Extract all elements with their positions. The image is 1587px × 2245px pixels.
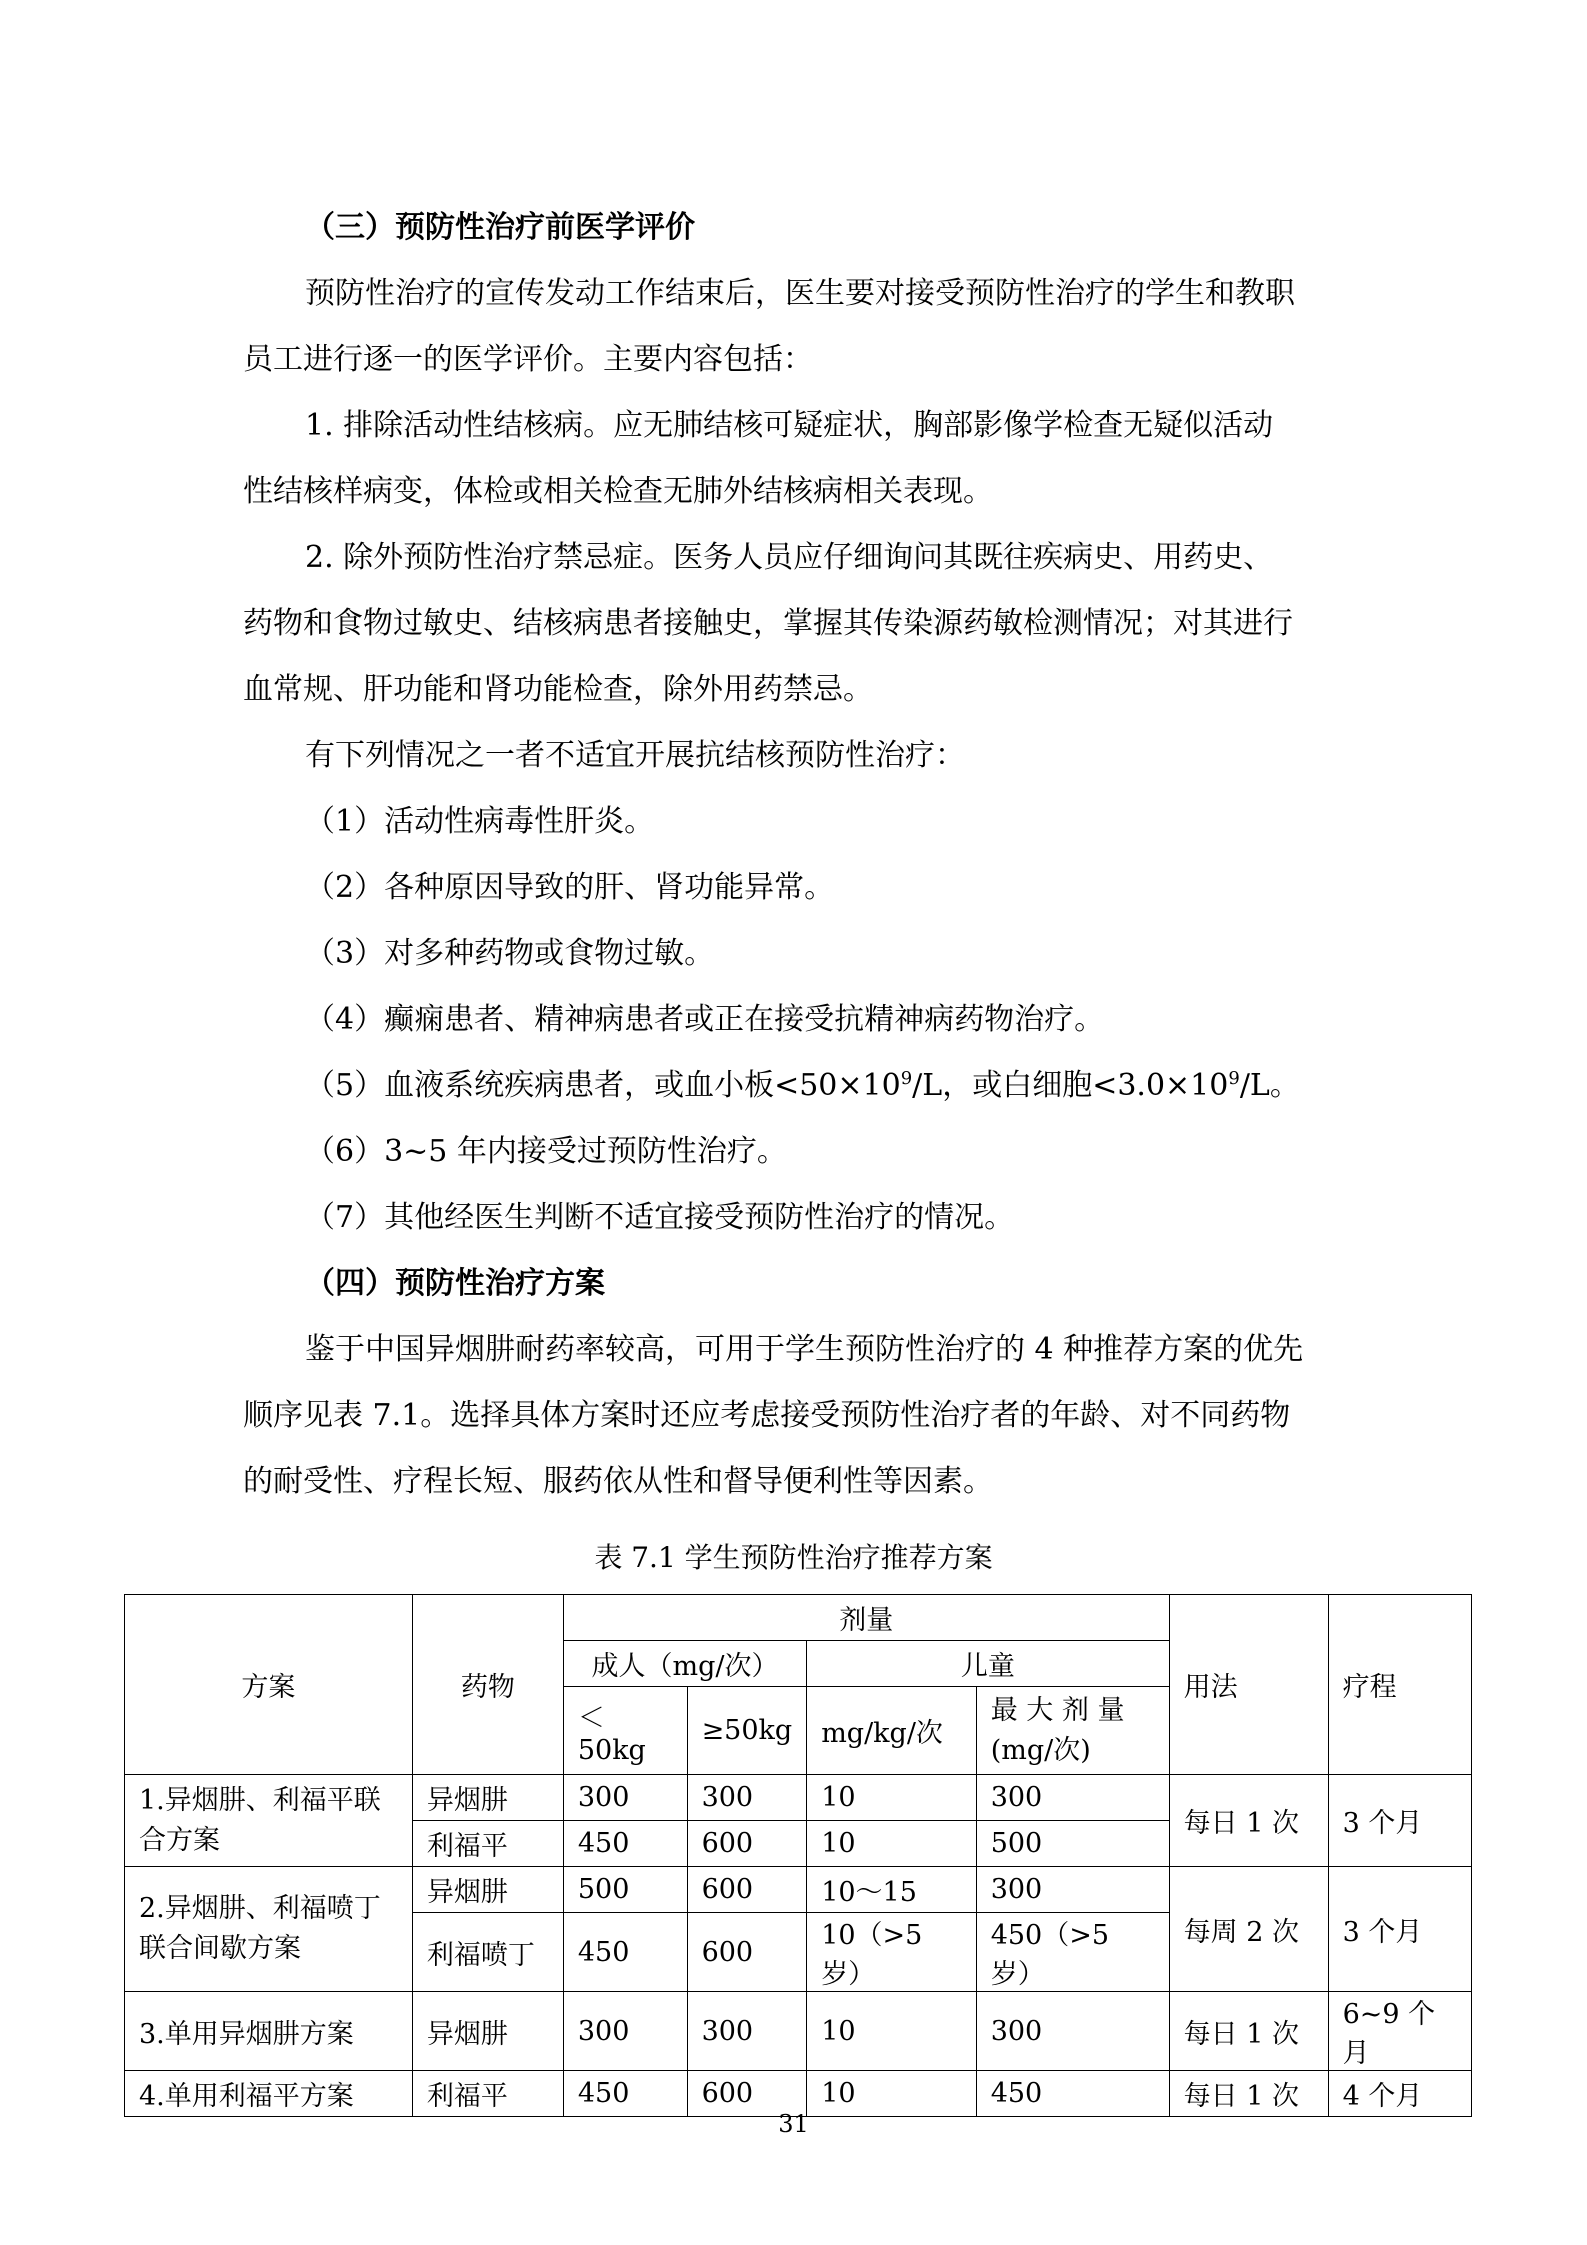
header-ge50kg: ≥50kg xyxy=(687,1687,807,1775)
header-child: 儿童 xyxy=(807,1641,1169,1687)
condition-7: （7）其他经医生判断不适宜接受预防性治疗的情况。 xyxy=(305,1200,1015,1235)
header-max-dose: 最 大 剂 量 (mg/次) xyxy=(976,1687,1169,1775)
section3-intro-line2: 员工进行逐一的医学评价。主要内容包括： xyxy=(243,342,813,377)
drug-cell: 异烟肼 xyxy=(412,1775,563,1821)
section4-line3: 的耐受性、疗程长短、服药依从性和督导便利性等因素。 xyxy=(243,1464,993,1499)
condition-5-exponent-1: 9 xyxy=(900,1068,913,1089)
dose-max-cell: 300 xyxy=(976,1867,1169,1913)
dose-max-cell: 450 xyxy=(976,2071,1169,2117)
usage-cell: 每日 1 次 xyxy=(1169,1992,1328,2071)
section4-heading: （四）预防性治疗方案 xyxy=(305,1266,605,1301)
drug-cell: 异烟肼 xyxy=(412,1867,563,1913)
header-lt50kg: ＜50kg xyxy=(563,1687,687,1775)
header-plan: 方案 xyxy=(125,1595,413,1775)
item2-line3: 血常规、肝功能和肾功能检查，除外用药禁忌。 xyxy=(243,672,873,707)
dose-mgkg-cell: 10 xyxy=(807,1775,977,1821)
plan-cell: 1.异烟肼、利福平联合方案 xyxy=(125,1775,413,1867)
dose-lt50-cell: 450 xyxy=(563,1821,687,1867)
table-row xyxy=(125,1867,1472,1913)
dose-ge50-cell: 600 xyxy=(687,1821,807,1867)
drug-cell: 异烟肼 xyxy=(412,1992,563,2071)
table-caption: 表 7.1 学生预防性治疗推荐方案 xyxy=(594,1541,993,1574)
condition-5-part-c: /L。 xyxy=(1239,1068,1300,1103)
item2-line2: 药物和食物过敏史、结核病患者接触史，掌握其传染源药敏检测情况；对其进行 xyxy=(243,606,1293,641)
plan-cell: 4.单用利福平方案 xyxy=(125,2071,413,2117)
drug-cell: 利福平 xyxy=(412,2071,563,2117)
section3-intro-line1: 预防性治疗的宣传发动工作结束后，医生要对接受预防性治疗的学生和教职 xyxy=(305,276,1295,311)
item1-line1: 1. 排除活动性结核病。应无肺结核可疑症状，胸部影像学检查无疑似活动 xyxy=(305,408,1274,443)
condition-1: （1）活动性病毒性肝炎。 xyxy=(305,804,655,839)
section4-line2: 顺序见表 7.1。选择具体方案时还应考虑接受预防性治疗者的年龄、对不同药物 xyxy=(243,1398,1291,1433)
dose-max-cell: 300 xyxy=(976,1992,1169,2071)
usage-cell: 每日 1 次 xyxy=(1169,1775,1328,1867)
dose-lt50-cell: 300 xyxy=(563,1992,687,2071)
course-cell: 4 个月 xyxy=(1328,2071,1471,2117)
item2-line1: 2. 除外预防性治疗禁忌症。医务人员应仔细询问其既往疾病史、用药史、 xyxy=(305,540,1274,575)
dose-max-cell: 500 xyxy=(976,1821,1169,1867)
usage-cell: 每日 1 次 xyxy=(1169,2071,1328,2117)
header-dose: 剂量 xyxy=(563,1595,1169,1641)
dose-lt50-cell: 450 xyxy=(563,2071,687,2117)
condition-2: （2）各种原因导致的肝、肾功能异常。 xyxy=(305,870,835,905)
usage-cell: 每周 2 次 xyxy=(1169,1867,1328,1992)
dose-mgkg-cell: 10 xyxy=(807,1992,977,2071)
condition-5-part-a: （5）血液系统疾病患者，或血小板<50×10 xyxy=(305,1068,901,1103)
dose-mgkg-cell: 10（>5 岁） xyxy=(807,1913,977,1992)
condition-6: （6）3~5 年内接受过预防性治疗。 xyxy=(305,1134,787,1169)
plan-cell: 3.单用异烟肼方案 xyxy=(125,1992,413,2071)
dose-ge50-cell: 600 xyxy=(687,1913,807,1992)
dose-lt50-cell: 500 xyxy=(563,1867,687,1913)
dose-mgkg-cell: 10～15 xyxy=(807,1867,977,1913)
condition-3: （3）对多种药物或食物过敏。 xyxy=(305,936,715,971)
header-adult: 成人（mg/次） xyxy=(563,1641,806,1687)
regimen-table xyxy=(124,1594,1472,2117)
header-usage: 用法 xyxy=(1169,1595,1328,1775)
condition-5-part-b: /L，或白细胞<3.0×10 xyxy=(912,1068,1229,1103)
drug-cell: 利福平 xyxy=(412,1821,563,1867)
condition-4: （4）癫痫患者、精神病患者或正在接受抗精神病药物治疗。 xyxy=(305,1002,1105,1037)
page-number: 31 xyxy=(778,2110,809,2138)
table-row xyxy=(125,1992,1472,2071)
plan-cell: 2.异烟肼、利福喷丁联合间歇方案 xyxy=(125,1867,413,1992)
course-cell: 3 个月 xyxy=(1328,1867,1471,1992)
header-course: 疗程 xyxy=(1328,1595,1471,1775)
course-cell: 6~9 个月 xyxy=(1328,1992,1471,2071)
condition-5 xyxy=(305,1066,1300,1106)
dose-max-cell: 450（>5 岁） xyxy=(976,1913,1169,1992)
dose-ge50-cell: 300 xyxy=(687,1775,807,1821)
dose-mgkg-cell: 10 xyxy=(807,1821,977,1867)
dose-ge50-cell: 600 xyxy=(687,2071,807,2117)
conditions-intro: 有下列情况之一者不适宜开展抗结核预防性治疗： xyxy=(305,738,965,773)
section4-line1: 鉴于中国异烟肼耐药率较高，可用于学生预防性治疗的 4 种推荐方案的优先 xyxy=(305,1332,1304,1367)
dose-max-cell: 300 xyxy=(976,1775,1169,1821)
dose-lt50-cell: 300 xyxy=(563,1775,687,1821)
course-cell: 3 个月 xyxy=(1328,1775,1471,1867)
dose-ge50-cell: 300 xyxy=(687,1992,807,2071)
drug-cell: 利福喷丁 xyxy=(412,1913,563,1992)
dose-mgkg-cell: 10 xyxy=(807,2071,977,2117)
dose-lt50-cell: 450 xyxy=(563,1913,687,1992)
header-drug: 药物 xyxy=(412,1595,563,1775)
table-row xyxy=(125,1775,1472,1821)
header-mg-per-kg: mg/kg/次 xyxy=(807,1687,977,1775)
dose-ge50-cell: 600 xyxy=(687,1867,807,1913)
item1-line2: 性结核样病变，体检或相关检查无肺外结核病相关表现。 xyxy=(243,474,993,509)
condition-5-exponent-2: 9 xyxy=(1228,1068,1240,1089)
section3-heading: （三）预防性治疗前医学评价 xyxy=(305,210,695,245)
